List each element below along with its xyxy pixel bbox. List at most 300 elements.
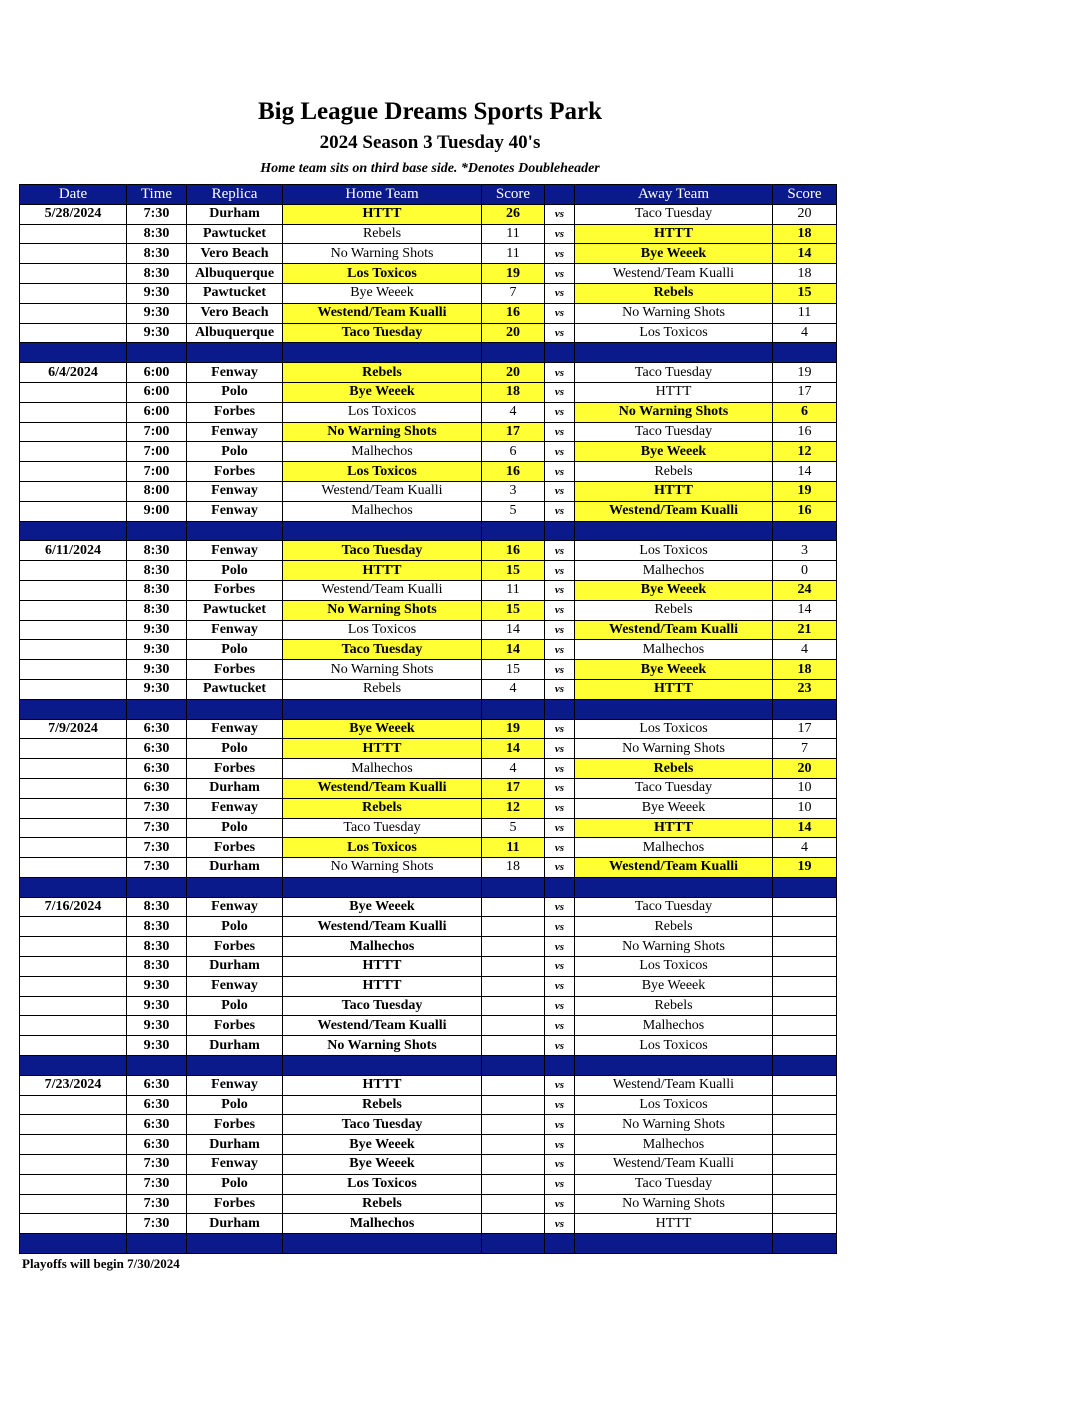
home-team-cell: HTTT xyxy=(283,976,482,996)
table-row xyxy=(20,382,837,402)
away-score-cell: 3 xyxy=(773,541,837,561)
date-cell xyxy=(20,283,127,303)
replica-cell: Fenway xyxy=(187,363,283,383)
away-team-cell: Los Toxicos xyxy=(575,957,773,977)
replica-cell: Polo xyxy=(187,917,283,937)
away-score-cell xyxy=(773,1115,837,1135)
home-score-cell: 11 xyxy=(482,224,545,244)
away-team-cell: HTTT xyxy=(575,481,773,501)
date-cell: 5/28/2024 xyxy=(20,204,127,224)
table-row xyxy=(20,1115,837,1135)
separator-cell xyxy=(545,877,575,897)
time-cell: 7:30 xyxy=(127,1155,187,1175)
away-team-cell: Malhechos xyxy=(575,561,773,581)
table-row xyxy=(20,224,837,244)
separator-cell xyxy=(482,699,545,719)
date-cell xyxy=(20,224,127,244)
replica-cell: Durham xyxy=(187,778,283,798)
away-score-cell xyxy=(773,937,837,957)
date-cell xyxy=(20,620,127,640)
table-row xyxy=(20,917,837,937)
home-team-cell: Taco Tuesday xyxy=(283,323,482,343)
home-team-cell: HTTT xyxy=(283,1075,482,1095)
replica-cell: Forbes xyxy=(187,1016,283,1036)
time-cell: 8:30 xyxy=(127,244,187,264)
home-score-cell: 16 xyxy=(482,541,545,561)
away-score-cell: 14 xyxy=(773,600,837,620)
week-separator-row xyxy=(20,699,837,719)
home-score-cell xyxy=(482,1075,545,1095)
separator-cell xyxy=(187,521,283,541)
away-team-cell: Los Toxicos xyxy=(575,1036,773,1056)
separator-cell xyxy=(283,1234,482,1254)
vs-cell: vs xyxy=(545,1174,575,1194)
home-score-cell: 3 xyxy=(482,481,545,501)
separator-cell xyxy=(482,1056,545,1076)
table-row xyxy=(20,1174,837,1194)
separator-cell xyxy=(545,699,575,719)
away-score-cell xyxy=(773,917,837,937)
vs-cell: vs xyxy=(545,620,575,640)
table-row xyxy=(20,1194,837,1214)
vs-cell: vs xyxy=(545,759,575,779)
time-cell: 6:30 xyxy=(127,759,187,779)
vs-cell: vs xyxy=(545,580,575,600)
separator-cell xyxy=(20,699,127,719)
away-score-cell: 24 xyxy=(773,580,837,600)
date-cell xyxy=(20,501,127,521)
home-team-cell: Malhechos xyxy=(283,501,482,521)
replica-cell: Pawtucket xyxy=(187,283,283,303)
time-cell: 8:30 xyxy=(127,541,187,561)
separator-cell xyxy=(773,1234,837,1254)
date-cell: 6/4/2024 xyxy=(20,363,127,383)
separator-cell xyxy=(773,521,837,541)
separator-cell xyxy=(283,699,482,719)
home-team-cell: Taco Tuesday xyxy=(283,1115,482,1135)
time-cell: 9:30 xyxy=(127,679,187,699)
time-cell: 9:00 xyxy=(127,501,187,521)
home-score-cell xyxy=(482,976,545,996)
away-score-cell: 21 xyxy=(773,620,837,640)
time-cell: 9:30 xyxy=(127,976,187,996)
vs-cell: vs xyxy=(545,719,575,739)
home-team-cell: Westend/Team Kualli xyxy=(283,917,482,937)
away-score-cell: 0 xyxy=(773,561,837,581)
time-cell: 9:30 xyxy=(127,283,187,303)
home-team-cell: Rebels xyxy=(283,798,482,818)
replica-cell: Albuquerque xyxy=(187,323,283,343)
col-header-time: Time xyxy=(127,185,187,205)
home-score-cell: 26 xyxy=(482,204,545,224)
away-team-cell: Rebels xyxy=(575,996,773,1016)
time-cell: 6:30 xyxy=(127,1135,187,1155)
replica-cell: Forbes xyxy=(187,1115,283,1135)
vs-cell: vs xyxy=(545,283,575,303)
vs-cell: vs xyxy=(545,1135,575,1155)
date-cell xyxy=(20,679,127,699)
separator-cell xyxy=(127,877,187,897)
away-team-cell: Westend/Team Kualli xyxy=(575,264,773,284)
separator-cell xyxy=(283,521,482,541)
vs-cell: vs xyxy=(545,976,575,996)
separator-cell xyxy=(482,1234,545,1254)
vs-cell: vs xyxy=(545,422,575,442)
vs-cell: vs xyxy=(545,1194,575,1214)
date-cell xyxy=(20,937,127,957)
home-team-cell: Westend/Team Kualli xyxy=(283,481,482,501)
date-cell xyxy=(20,917,127,937)
home-score-cell: 15 xyxy=(482,660,545,680)
separator-cell xyxy=(127,1056,187,1076)
date-cell xyxy=(20,1214,127,1234)
table-row xyxy=(20,937,837,957)
home-score-cell xyxy=(482,1095,545,1115)
time-cell: 6:30 xyxy=(127,739,187,759)
table-row xyxy=(20,976,837,996)
away-score-cell: 4 xyxy=(773,640,837,660)
time-cell: 8:00 xyxy=(127,481,187,501)
separator-cell xyxy=(545,521,575,541)
home-team-cell: Bye Weeek xyxy=(283,1135,482,1155)
vs-cell: vs xyxy=(545,937,575,957)
home-score-cell xyxy=(482,937,545,957)
separator-cell xyxy=(283,1056,482,1076)
date-cell xyxy=(20,580,127,600)
home-score-cell: 16 xyxy=(482,462,545,482)
vs-cell: vs xyxy=(545,303,575,323)
separator-cell xyxy=(127,521,187,541)
home-team-cell: Westend/Team Kualli xyxy=(283,778,482,798)
date-cell xyxy=(20,244,127,264)
separator-cell xyxy=(20,877,127,897)
away-team-cell: No Warning Shots xyxy=(575,402,773,422)
replica-cell: Fenway xyxy=(187,501,283,521)
home-score-cell: 11 xyxy=(482,244,545,264)
col-header-date: Date xyxy=(20,185,127,205)
date-cell xyxy=(20,838,127,858)
away-team-cell: Bye Weeek xyxy=(575,442,773,462)
date-cell xyxy=(20,818,127,838)
home-score-cell: 18 xyxy=(482,858,545,878)
home-team-cell: Westend/Team Kualli xyxy=(283,303,482,323)
schedule-table xyxy=(19,184,837,1254)
col-header-away-team: Away Team xyxy=(575,185,773,205)
time-cell: 7:00 xyxy=(127,462,187,482)
home-score-cell: 14 xyxy=(482,640,545,660)
away-score-cell: 6 xyxy=(773,402,837,422)
vs-cell: vs xyxy=(545,264,575,284)
vs-cell: vs xyxy=(545,640,575,660)
away-team-cell: Bye Weeek xyxy=(575,244,773,264)
time-cell: 8:30 xyxy=(127,600,187,620)
home-score-cell: 4 xyxy=(482,679,545,699)
table-row xyxy=(20,719,837,739)
away-team-cell: Taco Tuesday xyxy=(575,778,773,798)
home-team-cell: Rebels xyxy=(283,1095,482,1115)
away-score-cell: 19 xyxy=(773,858,837,878)
date-cell xyxy=(20,739,127,759)
table-row xyxy=(20,996,837,1016)
vs-cell: vs xyxy=(545,1095,575,1115)
separator-cell xyxy=(127,343,187,363)
separator-cell xyxy=(545,1056,575,1076)
replica-cell: Vero Beach xyxy=(187,244,283,264)
away-score-cell xyxy=(773,897,837,917)
home-score-cell xyxy=(482,1036,545,1056)
vs-cell: vs xyxy=(545,818,575,838)
home-score-cell xyxy=(482,1174,545,1194)
table-row xyxy=(20,481,837,501)
home-score-cell: 7 xyxy=(482,283,545,303)
replica-cell: Forbes xyxy=(187,838,283,858)
separator-cell xyxy=(773,699,837,719)
away-score-cell: 10 xyxy=(773,798,837,818)
vs-cell: vs xyxy=(545,224,575,244)
separator-cell xyxy=(187,1056,283,1076)
home-score-cell: 12 xyxy=(482,798,545,818)
vs-cell: vs xyxy=(545,481,575,501)
table-row xyxy=(20,1075,837,1095)
vs-cell: vs xyxy=(545,363,575,383)
home-score-cell xyxy=(482,917,545,937)
vs-cell: vs xyxy=(545,838,575,858)
home-score-cell xyxy=(482,897,545,917)
separator-cell xyxy=(545,1234,575,1254)
replica-cell: Polo xyxy=(187,996,283,1016)
date-cell xyxy=(20,442,127,462)
home-score-cell: 11 xyxy=(482,580,545,600)
separator-cell xyxy=(773,343,837,363)
table-row xyxy=(20,957,837,977)
date-cell xyxy=(20,957,127,977)
away-team-cell: HTTT xyxy=(575,818,773,838)
time-cell: 7:30 xyxy=(127,1214,187,1234)
replica-cell: Forbes xyxy=(187,462,283,482)
time-cell: 9:30 xyxy=(127,303,187,323)
vs-cell: vs xyxy=(545,679,575,699)
col-header-home-score: Score xyxy=(482,185,545,205)
replica-cell: Durham xyxy=(187,858,283,878)
away-score-cell xyxy=(773,1174,837,1194)
replica-cell: Polo xyxy=(187,561,283,581)
home-score-cell: 11 xyxy=(482,838,545,858)
table-row xyxy=(20,283,837,303)
table-row xyxy=(20,422,837,442)
table-row xyxy=(20,462,837,482)
time-cell: 8:30 xyxy=(127,957,187,977)
home-team-cell: Rebels xyxy=(283,224,482,244)
home-team-cell: No Warning Shots xyxy=(283,600,482,620)
date-cell xyxy=(20,858,127,878)
table-row xyxy=(20,759,837,779)
date-cell xyxy=(20,1016,127,1036)
separator-cell xyxy=(20,521,127,541)
time-cell: 7:30 xyxy=(127,1194,187,1214)
vs-cell: vs xyxy=(545,1214,575,1234)
replica-cell: Fenway xyxy=(187,541,283,561)
page-subtitle: 2024 Season 3 Tuesday 40's xyxy=(319,132,541,153)
replica-cell: Fenway xyxy=(187,1075,283,1095)
vs-cell: vs xyxy=(545,442,575,462)
date-cell xyxy=(20,1095,127,1115)
away-team-cell: HTTT xyxy=(575,224,773,244)
home-team-cell: HTTT xyxy=(283,561,482,581)
time-cell: 8:30 xyxy=(127,264,187,284)
date-cell xyxy=(20,323,127,343)
table-row xyxy=(20,600,837,620)
page-note: Home team sits on third base side. *Denotes Doubleheader xyxy=(260,161,600,176)
away-team-cell: Rebels xyxy=(575,462,773,482)
table-row xyxy=(20,323,837,343)
time-cell: 7:30 xyxy=(127,818,187,838)
vs-cell: vs xyxy=(545,501,575,521)
home-team-cell: Los Toxicos xyxy=(283,264,482,284)
replica-cell: Forbes xyxy=(187,937,283,957)
separator-cell xyxy=(482,877,545,897)
time-cell: 7:30 xyxy=(127,858,187,878)
time-cell: 7:00 xyxy=(127,422,187,442)
table-row xyxy=(20,1155,837,1175)
away-team-cell: Bye Weeek xyxy=(575,976,773,996)
time-cell: 9:30 xyxy=(127,323,187,343)
vs-cell: vs xyxy=(545,1075,575,1095)
week-separator-row xyxy=(20,343,837,363)
home-team-cell: No Warning Shots xyxy=(283,1036,482,1056)
vs-cell: vs xyxy=(545,600,575,620)
replica-cell: Durham xyxy=(187,1036,283,1056)
home-score-cell: 20 xyxy=(482,323,545,343)
table-row xyxy=(20,798,837,818)
separator-cell xyxy=(482,521,545,541)
date-cell xyxy=(20,481,127,501)
away-team-cell: Taco Tuesday xyxy=(575,1174,773,1194)
replica-cell: Forbes xyxy=(187,580,283,600)
home-team-cell: Taco Tuesday xyxy=(283,818,482,838)
vs-cell: vs xyxy=(545,739,575,759)
table-row xyxy=(20,1135,837,1155)
away-team-cell: Taco Tuesday xyxy=(575,422,773,442)
replica-cell: Durham xyxy=(187,1135,283,1155)
col-header-vs xyxy=(545,185,575,205)
replica-cell: Forbes xyxy=(187,1194,283,1214)
vs-cell: vs xyxy=(545,244,575,264)
vs-cell: vs xyxy=(545,798,575,818)
home-score-cell: 18 xyxy=(482,382,545,402)
home-score-cell: 17 xyxy=(482,422,545,442)
separator-cell xyxy=(773,877,837,897)
away-score-cell xyxy=(773,957,837,977)
header-row xyxy=(20,185,837,205)
home-score-cell: 5 xyxy=(482,818,545,838)
table-row xyxy=(20,1095,837,1115)
table-row xyxy=(20,244,837,264)
time-cell: 9:30 xyxy=(127,996,187,1016)
away-score-cell: 7 xyxy=(773,739,837,759)
away-team-cell: Bye Weeek xyxy=(575,798,773,818)
home-team-cell: Bye Weeek xyxy=(283,1155,482,1175)
replica-cell: Forbes xyxy=(187,759,283,779)
away-score-cell: 12 xyxy=(773,442,837,462)
away-team-cell: Rebels xyxy=(575,759,773,779)
time-cell: 7:00 xyxy=(127,442,187,462)
table-row xyxy=(20,858,837,878)
replica-cell: Fenway xyxy=(187,620,283,640)
away-score-cell: 20 xyxy=(773,759,837,779)
separator-cell xyxy=(187,1234,283,1254)
col-header-home-team: Home Team xyxy=(283,185,482,205)
away-score-cell: 15 xyxy=(773,283,837,303)
table-row xyxy=(20,1016,837,1036)
home-team-cell: Westend/Team Kualli xyxy=(283,580,482,600)
time-cell: 6:30 xyxy=(127,719,187,739)
replica-cell: Durham xyxy=(187,204,283,224)
time-cell: 9:30 xyxy=(127,660,187,680)
home-score-cell xyxy=(482,1155,545,1175)
away-score-cell xyxy=(773,1214,837,1234)
away-team-cell: Malhechos xyxy=(575,640,773,660)
replica-cell: Forbes xyxy=(187,660,283,680)
home-score-cell: 4 xyxy=(482,759,545,779)
away-score-cell xyxy=(773,996,837,1016)
date-cell: 7/23/2024 xyxy=(20,1075,127,1095)
replica-cell: Fenway xyxy=(187,976,283,996)
away-score-cell xyxy=(773,1075,837,1095)
page-title: Big League Dreams Sports Park xyxy=(258,98,602,125)
separator-cell xyxy=(187,877,283,897)
date-cell xyxy=(20,462,127,482)
home-team-cell: Taco Tuesday xyxy=(283,541,482,561)
replica-cell: Polo xyxy=(187,818,283,838)
replica-cell: Pawtucket xyxy=(187,600,283,620)
date-cell xyxy=(20,798,127,818)
time-cell: 8:30 xyxy=(127,917,187,937)
replica-cell: Fenway xyxy=(187,422,283,442)
away-team-cell: No Warning Shots xyxy=(575,1194,773,1214)
home-score-cell: 17 xyxy=(482,778,545,798)
away-score-cell xyxy=(773,1155,837,1175)
home-team-cell: No Warning Shots xyxy=(283,422,482,442)
time-cell: 6:30 xyxy=(127,778,187,798)
home-score-cell: 15 xyxy=(482,600,545,620)
home-team-cell: Los Toxicos xyxy=(283,462,482,482)
vs-cell: vs xyxy=(545,402,575,422)
replica-cell: Fenway xyxy=(187,1155,283,1175)
home-team-cell: Malhechos xyxy=(283,937,482,957)
time-cell: 8:30 xyxy=(127,580,187,600)
col-header-replica: Replica xyxy=(187,185,283,205)
vs-cell: vs xyxy=(545,382,575,402)
away-score-cell: 17 xyxy=(773,719,837,739)
away-score-cell: 20 xyxy=(773,204,837,224)
schedule-body xyxy=(20,204,837,1253)
vs-cell: vs xyxy=(545,917,575,937)
time-cell: 6:30 xyxy=(127,1095,187,1115)
home-team-cell: Bye Weeek xyxy=(283,897,482,917)
vs-cell: vs xyxy=(545,897,575,917)
separator-cell xyxy=(482,343,545,363)
time-cell: 7:30 xyxy=(127,204,187,224)
replica-cell: Durham xyxy=(187,957,283,977)
week-separator-row xyxy=(20,877,837,897)
away-score-cell: 16 xyxy=(773,422,837,442)
table-row xyxy=(20,897,837,917)
home-team-cell: Malhechos xyxy=(283,759,482,779)
date-cell xyxy=(20,382,127,402)
week-separator-row xyxy=(20,1234,837,1254)
home-score-cell xyxy=(482,1115,545,1135)
home-score-cell: 14 xyxy=(482,620,545,640)
